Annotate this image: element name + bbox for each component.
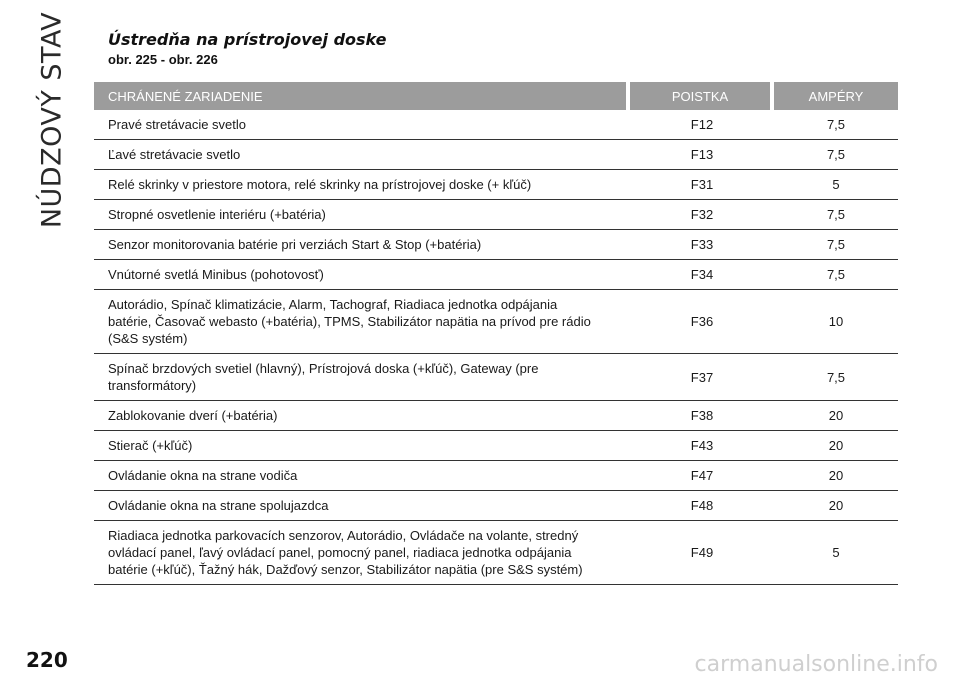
- table-row: [94, 431, 898, 461]
- amps-cell: 20: [828, 408, 844, 423]
- table-row: [94, 200, 898, 230]
- header-amps: AMPÉRY: [774, 82, 898, 110]
- table-row: [94, 170, 898, 200]
- table-row: [94, 461, 898, 491]
- device-cell: Pravé stretávacie svetlo: [108, 117, 247, 132]
- device-cell: Relé skrinky v priestore motora, relé skrinky na prístrojovej doske (+ kľúč): [108, 177, 532, 192]
- amps-cell: 7,5: [826, 207, 846, 222]
- fuse-cell: F49: [690, 545, 714, 560]
- fuse-cell: F43: [690, 438, 714, 453]
- amps-cell: 20: [828, 498, 844, 513]
- fuse-cell: F34: [690, 267, 714, 282]
- section-label: NÚDZOVÝ STAV: [36, 11, 68, 229]
- amps-cell: 5: [832, 177, 840, 192]
- table-row: [94, 110, 898, 140]
- table-row: [94, 290, 898, 354]
- device-cell: Spínač brzdových svetiel (hlavný), Prístrojová doska (+kľúč), Gateway (pre transformátory): [108, 361, 539, 393]
- amps-cell: 7,5: [826, 237, 846, 252]
- page-number: 220: [26, 648, 68, 672]
- device-cell: Ovládanie okna na strane spolujazdca: [108, 498, 329, 513]
- amps-cell: 10: [828, 314, 844, 329]
- device-cell: Stropné osvetlenie interiéru (+batéria): [108, 207, 326, 222]
- device-cell: Autorádio, Spínač klimatizácie, Alarm, Tachograf, Riadiaca jednotka odpájania batérie, Časovač webasto (+batéria), TPMS, Stabilizátor napätia na prívod pre rádio (S&S systém): [108, 297, 591, 346]
- fuse-cell: F12: [690, 117, 714, 132]
- table-row: [94, 260, 898, 290]
- fuse-cell: F31: [690, 177, 714, 192]
- header-device: CHRÁNENÉ ZARIADENIE: [94, 82, 626, 110]
- fuse-cell: F36: [690, 314, 714, 329]
- table-header: [94, 82, 898, 110]
- table-row: [94, 140, 898, 170]
- amps-cell: 7,5: [826, 369, 846, 385]
- table-row: [94, 401, 898, 431]
- amps-cell: 7,5: [826, 117, 846, 132]
- fuse-cell: F32: [690, 207, 714, 222]
- device-cell: Ovládanie okna na strane vodiča: [108, 468, 298, 483]
- device-cell: Stierač (+kľúč): [108, 438, 193, 453]
- page-title: Ústredňa na prístrojovej doske: [108, 30, 387, 49]
- fuse-cell: F48: [690, 498, 714, 513]
- fuse-cell: F33: [690, 237, 714, 252]
- header-fuse: POISTKA: [630, 82, 770, 110]
- fuse-cell: F38: [690, 408, 714, 423]
- table-row: [94, 354, 898, 401]
- fuse-table: [94, 82, 898, 585]
- table-row: [94, 491, 898, 521]
- amps-cell: 20: [828, 468, 844, 483]
- fuse-cell: F37: [690, 369, 714, 385]
- amps-cell: 7,5: [826, 147, 846, 162]
- amps-cell: 20: [828, 438, 844, 453]
- table-body: [94, 110, 898, 585]
- watermark: carmanualsonline.info: [694, 652, 938, 677]
- device-cell: Zablokovanie dverí (+batéria): [108, 408, 278, 423]
- device-cell: Vnútorné svetlá Minibus (pohotovosť): [108, 267, 324, 282]
- amps-cell: 5: [832, 545, 840, 560]
- table-row: [94, 230, 898, 260]
- figure-reference: obr. 225 - obr. 226: [108, 52, 218, 67]
- device-cell: Ľavé stretávacie svetlo: [108, 147, 241, 162]
- device-cell: Senzor monitorovania batérie pri verziách Start & Stop (+batéria): [108, 237, 482, 252]
- table-row: [94, 521, 898, 585]
- amps-cell: 7,5: [826, 267, 846, 282]
- device-cell: Riadiaca jednotka parkovacích senzorov, Autorádio, Ovládače na volante, stredný ovládací panel, ľavý ovládací panel, pomocný panel, riadiaca jednotka odpájania batérie (+kľúč), Ťažný hák, Dažďový senzor, Stabilizátor napätia (pre S&S systém): [108, 528, 583, 577]
- fuse-cell: F13: [690, 147, 714, 162]
- fuse-cell: F47: [690, 468, 714, 483]
